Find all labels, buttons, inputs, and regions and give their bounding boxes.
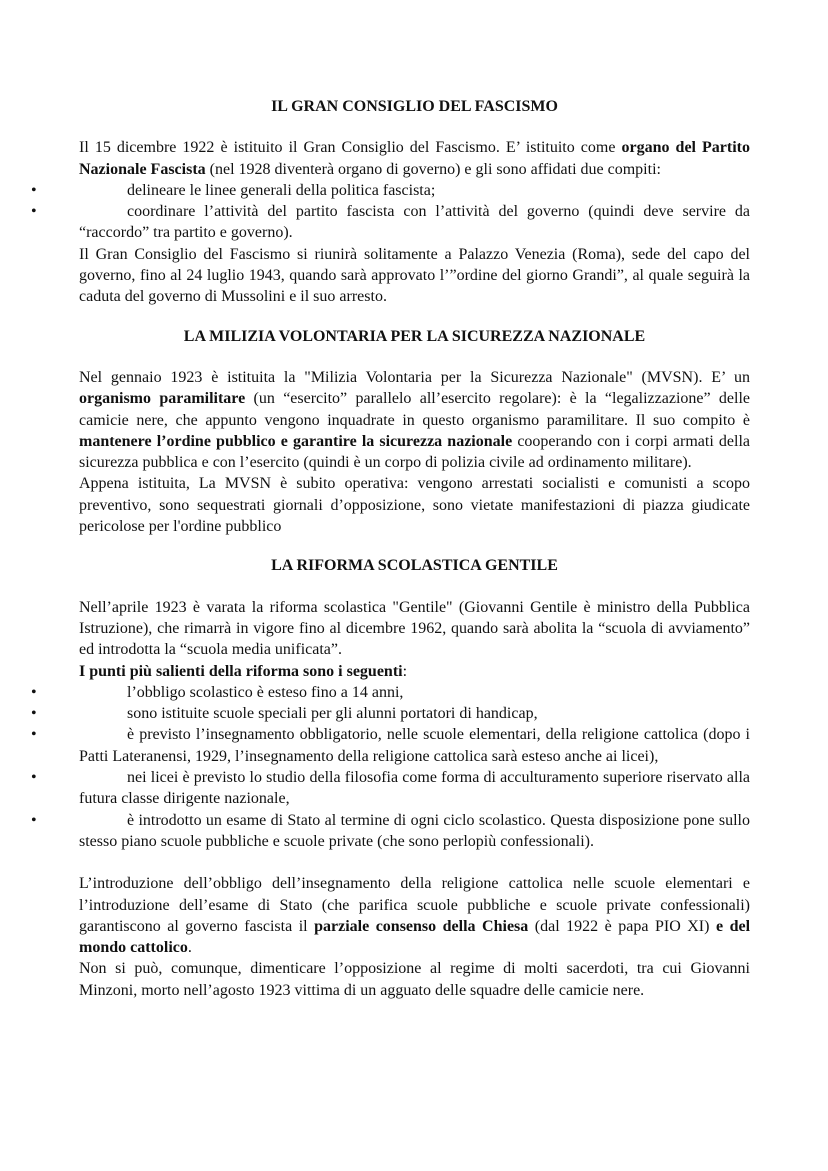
riforma-final: Non si può, comunque, dimenticare l’opposizione al regime di molti sacerdoti, tra cui Giovanni Minzoni, morto nell’agosto 1923 vittima di un agguato delle squadre delle camicie nere. [79, 960, 750, 999]
riforma-paragraph-1: Nell’aprile 1923 è varata la riforma scolastica "Gentile" (Giovanni Gentile è ministro della Pubblica Istruzione), che rimarrà in vigore fino al dicembre 1962, quando sarà abolita la “scuola di avviamento” ed introdotta la “scuola media unificata”. [79, 598, 750, 659]
riforma-closing: L’introduzione dell’obbligo dell’insegnamento della religione cattolica nelle scuole elementari e l’introduzione dell’esame di Stato (che parifica scuole pubbliche e scuole private confessionali) garantiscono al governo fascista il parziale consenso della Chiesa (dal 1922 è papa PIO XI) e del mondo cattolico. [79, 875, 751, 957]
bullet-icon: • [31, 683, 37, 701]
list-item: • nei licei è previsto lo studio della filosofia come forma di acculturamento superiore riservato alla futura classe dirigente nazionale, [31, 769, 750, 808]
milizia-paragraph-1: Nel gennaio 1923 è istituita la "Milizia Volontaria per la Sicurezza Nazionale" (MVSN). E’ un organismo paramilitare (un “esercito” parallelo all’esercito regolare): è la “legalizzazione” delle camicie nere, che appunto vengono inquadrate in questo organismo paramilitare. Il suo compito è mantenere l’ordine pubblico e garantire la sicurezza nazionale cooperando con i corpi armati della sicurezza pubblica e con l’esercito (quindi è un corpo di polizia civile ad ordinamento militare). [79, 368, 751, 472]
list-item: • l’obbligo scolastico è esteso fino a 14 anni, [79, 682, 750, 703]
bullet-icon: • [31, 181, 37, 199]
gran-consiglio-closing: Il Gran Consiglio del Fascismo si riunirà solitamente a Palazzo Venezia (Roma), sede del capo del governo, fino al 24 luglio 1943, quando sarà approvato l’”ordine del giorno Grandi”, al quale seguirà la caduta del governo di Mussolini e il suo arresto. [79, 245, 750, 306]
list-item: • è introdotto un esame di Stato al termine di ogni ciclo scolastico. Questa disposizione pone sullo stesso piano scuole pubbliche e scuole private (che sono perlopiù confessionali). [31, 811, 750, 850]
section-title-milizia: LA MILIZIA VOLONTARIA PER LA SICUREZZA NAZIONALE [183, 327, 646, 345]
list-item: • delineare le linee generali della politica fascista; [79, 180, 750, 201]
list-item: • sono istituite scuole speciali per gli alunni portatori di handicap, [79, 703, 750, 724]
list-item: • è previsto l’insegnamento obbligatorio, nelle scuole elementari, della religione cattolica (dopo i Patti Lateranensi, 1929, l’insegnamento della religione cattolica sarà esteso anche ai licei), [31, 726, 750, 765]
bullet-icon: • [31, 769, 37, 787]
milizia-paragraph-2: Appena istituita, La MVSN è subito operativa: vengono arrestati socialisti e comunisti a scopo preventivo, sono sequestrati giornali d’opposizione, sono vietate manifestazioni di piazza giudicate pericolose per l'ordine pubblico [79, 475, 750, 536]
bullet-icon: • [31, 705, 37, 723]
bullet-icon: • [31, 811, 37, 829]
section-title-riforma: LA RIFORMA SCOLASTICA GENTILE [271, 557, 558, 575]
document-page [31, 0, 751, 1001]
bullet-icon: • [31, 726, 37, 744]
bullet-icon: • [31, 203, 37, 221]
section-title-gran-consiglio: IL GRAN CONSIGLIO DEL FASCISMO [271, 98, 558, 115]
riforma-points-heading: I punti più salienti della riforma sono i seguenti: [79, 662, 408, 680]
gran-consiglio-intro: Il 15 dicembre 1922 è istituito il Gran Consiglio del Fascismo. E’ istituito come organo del Partito Nazionale Fascista (nel 1928 diventerà organo di governo) e gli sono affidati due compiti: [79, 139, 751, 178]
list-item: • coordinare l’attività del partito fascista con l’attività del governo (quindi deve servire da “raccordo” tra partito e governo). [31, 203, 750, 242]
